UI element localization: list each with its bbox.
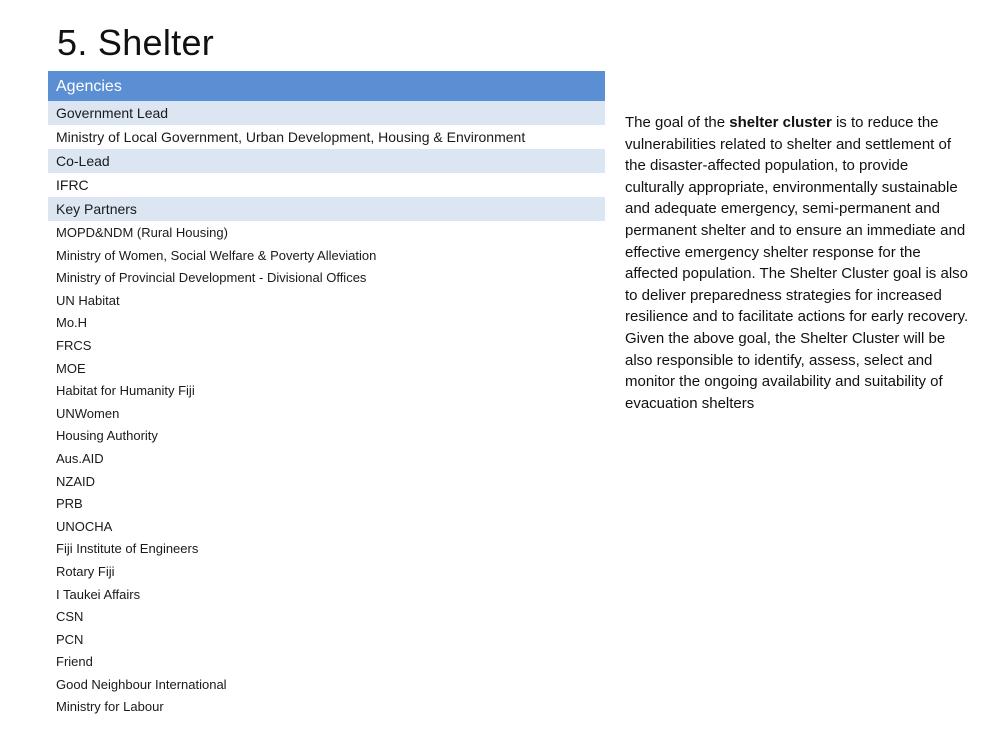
key-partners-label: Key Partners xyxy=(48,197,605,221)
partner-item: Habitat for Humanity Fiji xyxy=(56,383,195,399)
description-paragraph-2: Given the above goal, the Shelter Cluster will be also responsible to identify, assess, select and monitor the ongoing availability and suitability of evacuation shelters xyxy=(625,329,946,412)
partner-item: Rotary Fiji xyxy=(56,563,115,579)
page-title: 5. Shelter xyxy=(57,22,215,63)
partner-item: MOE xyxy=(56,360,86,376)
government-lead-label: Government Lead xyxy=(48,101,605,125)
co-lead-label: Co-Lead xyxy=(48,149,605,173)
partner-item: Ministry of Provincial Development - Divisional Offices xyxy=(56,270,367,286)
partner-item: CSN xyxy=(56,609,84,625)
description-text-prefix: The goal of the xyxy=(625,114,730,131)
partner-item: UNWomen xyxy=(56,405,120,421)
partner-item: Mo.H xyxy=(56,315,88,331)
description-text-suffix: is to reduce the vulnerabilities related to shelter and settlement of the disaster-affected population, to provide culturally appropriate, environmentally sustainable and adequate emergency, semi-permanent and permanent shelter and to ensure an immediate and effective emergency shelter response for the affected population. The Shelter Cluster goal is also to deliver preparedness strategies for increased resilience and to facilitate actions for early recovery. xyxy=(625,114,969,326)
partner-item: Friend xyxy=(56,654,93,670)
partner-item: PRB xyxy=(56,496,83,512)
partner-item: UN Habitat xyxy=(56,292,120,308)
partner-item: FRCS xyxy=(56,337,92,353)
shelter-description xyxy=(625,112,970,414)
partner-item: I Taukei Affairs xyxy=(56,586,141,602)
description-paragraph-1 xyxy=(625,112,970,328)
table-header: Agencies xyxy=(48,71,605,101)
agencies-table xyxy=(48,71,605,718)
partner-item: MOPD&NDM (Rural Housing) xyxy=(56,225,228,240)
government-lead-value: Ministry of Local Government, Urban Development, Housing & Environment xyxy=(56,129,526,145)
partner-item: Aus.AID xyxy=(56,450,104,466)
partner-item: PCN xyxy=(56,631,84,647)
partner-item: NZAID xyxy=(56,473,95,489)
description-bold-term: shelter cluster xyxy=(729,114,832,131)
key-partners-list xyxy=(48,221,605,718)
partner-item: Housing Authority xyxy=(56,428,158,444)
partner-item: Fiji Institute of Engineers xyxy=(56,541,199,557)
partner-item: UNOCHA xyxy=(56,518,113,534)
partner-item: Good Neighbour International xyxy=(56,676,227,692)
partner-item: Ministry of Women, Social Welfare & Poverty Alleviation xyxy=(56,247,377,263)
partner-item: Ministry for Labour xyxy=(56,699,164,715)
co-lead-value: IFRC xyxy=(56,177,89,193)
